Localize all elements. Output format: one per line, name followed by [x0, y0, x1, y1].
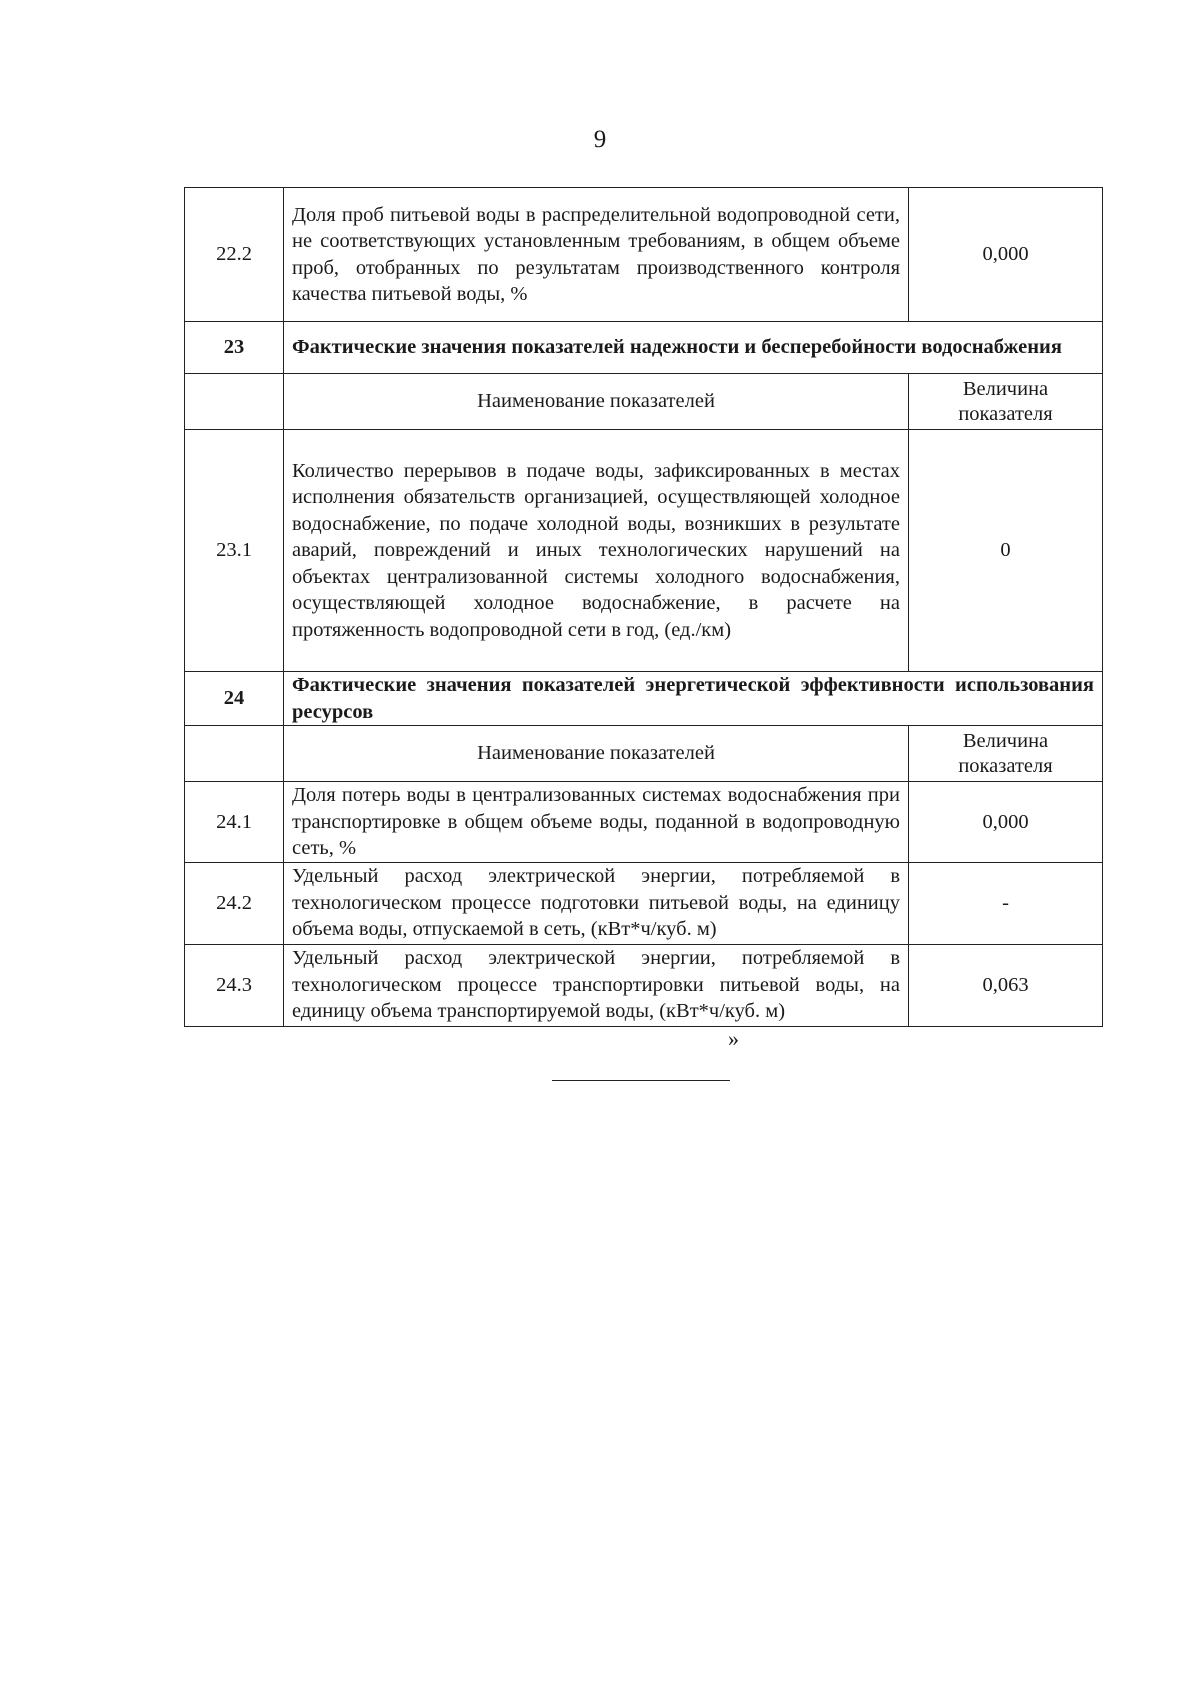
indicator-value: 0,000: [909, 782, 1103, 863]
page-number: 9: [593, 126, 607, 153]
indicator-name-header: Наименование показателей: [284, 374, 909, 430]
table-row-24-3: [185, 944, 1103, 1026]
empty-number-cell: [185, 374, 284, 430]
section-title: Фактические значения показателей энергетической эффективности использования ресурсов: [284, 672, 1103, 726]
indicator-value: 0: [909, 430, 1103, 672]
indicator-description: Доля проб питьевой воды в распределительной водопроводной сети, не соответствующих установленным требованиям, в общем объеме проб, отобранных по результатам производственного контроля качества питьевой воды, %: [284, 188, 909, 322]
row-number: 23.1: [185, 430, 284, 672]
table-row-24-2: [185, 862, 1103, 944]
empty-number-cell: [185, 726, 284, 782]
indicator-description: Количество перерывов в подаче воды, зафиксированных в местах исполнения обязательств организацией, осуществляющей холодное водоснабжение, по подаче холодной воды, возникших в результате аварий, повреждений и иных технологических нарушений на объектах централизованной системы холодного водоснабжения, осуществляющей холодное водоснабжение, в расчете на протяженность водопроводной сети в год, (ед./км): [284, 430, 909, 672]
section-number: 23: [185, 322, 284, 374]
indicator-description: Удельный расход электрической энергии, потребляемой в технологическом процессе подготовки питьевой воды, на единицу объема воды, отпускаемой в сеть, (кВт*ч/куб. м): [284, 862, 909, 944]
row-number: 24.3: [185, 944, 284, 1026]
section-number: 24: [185, 672, 284, 726]
indicator-value-header: Величина показателя: [909, 374, 1103, 430]
row-number: 22.2: [185, 188, 284, 322]
closing-quote: »: [728, 1026, 739, 1051]
section-title: Фактические значения показателей надежности и бесперебойности водоснабжения: [284, 322, 1103, 374]
column-header-row-24: [185, 726, 1103, 782]
table-row-23-1: [185, 430, 1103, 672]
closing-rule: [552, 1080, 730, 1081]
indicator-value: 0,063: [909, 944, 1103, 1026]
indicator-description: Доля потерь воды в централизованных системах водоснабжения при транспортировке в общем объеме воды, поданной в водопроводную сеть, %: [284, 782, 909, 863]
indicator-value: -: [909, 862, 1103, 944]
row-number: 24.2: [185, 862, 284, 944]
table-row-22-2: [185, 188, 1103, 322]
row-number: 24.1: [185, 782, 284, 863]
indicator-description: Удельный расход электрической энергии, потребляемой в технологическом процессе транспортировки питьевой воды, на единицу объема транспортируемой воды, (кВт*ч/куб. м): [284, 944, 909, 1026]
column-header-row-23: [185, 374, 1103, 430]
table-row-24-1: [185, 782, 1103, 863]
indicators-table: [184, 187, 1103, 1027]
section-row-23: [185, 322, 1103, 374]
indicator-name-header: Наименование показателей: [284, 726, 909, 782]
section-row-24: [185, 672, 1103, 726]
indicator-value-header: Величина показателя: [909, 726, 1103, 782]
indicator-value: 0,000: [909, 188, 1103, 322]
